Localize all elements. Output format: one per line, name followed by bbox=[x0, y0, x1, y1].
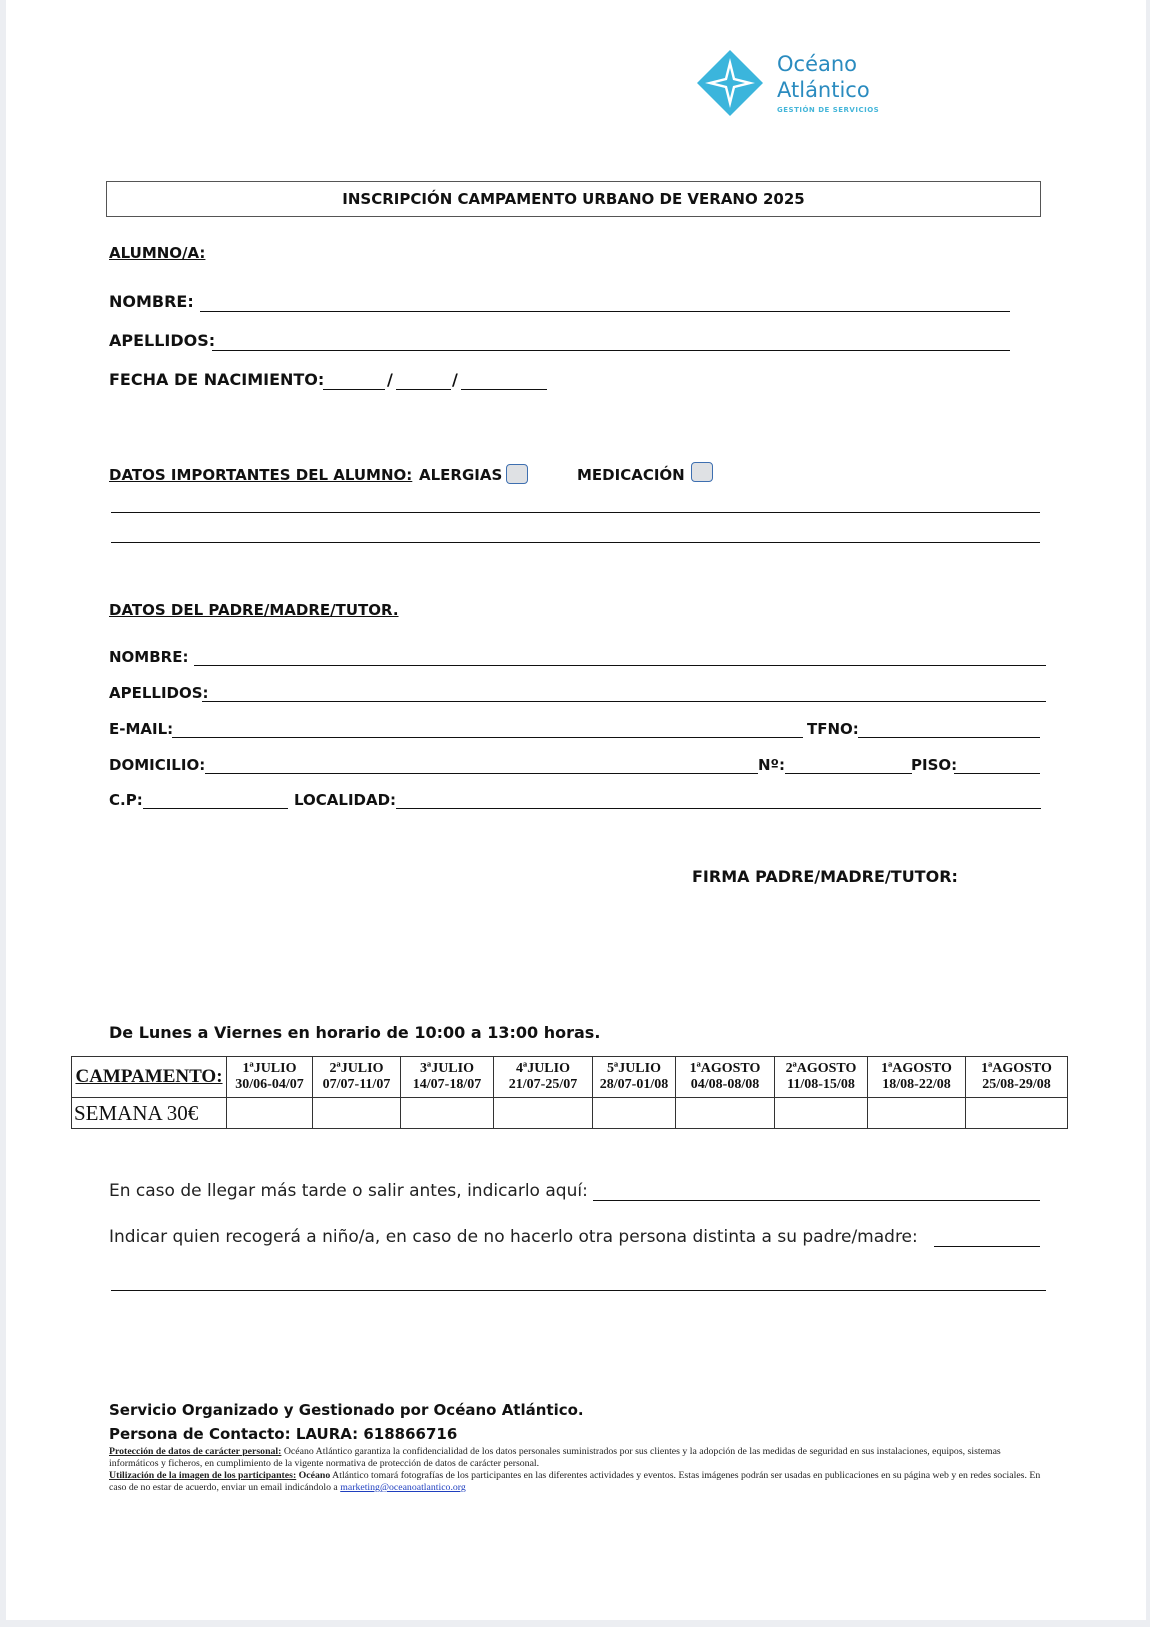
guardian-heading: DATOS DEL PADRE/MADRE/TUTOR. bbox=[109, 601, 399, 619]
week-name: 4ªJULIO bbox=[516, 1061, 570, 1076]
camp-weeks-table bbox=[71, 1056, 1068, 1129]
important-notes-line[interactable] bbox=[111, 542, 1040, 543]
image-use-title: Utilización de la imagen de los participantes: bbox=[109, 1470, 297, 1481]
privacy-paragraph bbox=[109, 1446, 1047, 1470]
week-name: 3ªJULIO bbox=[420, 1061, 474, 1076]
dob-separator: / bbox=[452, 370, 458, 389]
week-select-cell[interactable] bbox=[966, 1098, 1068, 1129]
medication-label: MEDICACIÓN bbox=[577, 466, 685, 484]
compass-star-icon bbox=[695, 48, 765, 118]
guardian-name-field[interactable] bbox=[194, 665, 1046, 666]
legal-notice bbox=[109, 1446, 1047, 1494]
pickup-extra-line[interactable] bbox=[111, 1290, 1046, 1291]
page-title: INSCRIPCIÓN CAMPAMENTO URBANO DE VERANO 2025 bbox=[342, 190, 805, 208]
allergies-checkbox[interactable] bbox=[506, 464, 528, 484]
week-header-cell bbox=[494, 1057, 593, 1098]
number-field[interactable] bbox=[785, 773, 912, 774]
medication-checkbox[interactable] bbox=[691, 462, 713, 482]
table-row bbox=[72, 1098, 1068, 1129]
week-header-cell bbox=[401, 1057, 494, 1098]
week-name: 5ªJULIO bbox=[607, 1061, 661, 1076]
signature-label: FIRMA PADRE/MADRE/TUTOR: bbox=[692, 867, 958, 886]
important-data-heading: DATOS IMPORTANTES DEL ALUMNO: bbox=[109, 466, 413, 484]
week-price-label: SEMANA 30€ bbox=[72, 1098, 227, 1129]
late-arrival-text: En caso de llegar más tarde o salir antes, indicarlo aquí: bbox=[109, 1181, 588, 1201]
image-use-text: Atlántico tomará fotografías de los participantes en las diferentes actividades y eventos. Estas imágenes podrán ser usadas en publicaciones en su página web y en redes sociales. En caso de no estar de acuerdo, enviar un email indicándolo a bbox=[109, 1470, 1041, 1493]
number-label: Nº: bbox=[758, 756, 786, 774]
week-dates: 11/08-15/08 bbox=[787, 1077, 855, 1092]
phone-field[interactable] bbox=[858, 737, 1040, 738]
pickup-field[interactable] bbox=[934, 1246, 1040, 1247]
address-field[interactable] bbox=[205, 773, 758, 774]
town-field[interactable] bbox=[396, 808, 1041, 809]
week-select-cell[interactable] bbox=[593, 1098, 676, 1129]
week-name: 2ªAGOSTO bbox=[785, 1061, 857, 1076]
image-use-brand: Océano bbox=[296, 1470, 331, 1481]
title-box bbox=[106, 181, 1041, 217]
week-dates: 21/07-25/07 bbox=[508, 1077, 578, 1092]
dob-separator: / bbox=[387, 370, 393, 389]
image-use-paragraph bbox=[109, 1470, 1047, 1494]
week-select-cell[interactable] bbox=[494, 1098, 593, 1129]
student-name-field[interactable] bbox=[200, 311, 1010, 312]
week-name: 1ªAGOSTO bbox=[881, 1061, 952, 1076]
logo-tagline: GESTIÓN DE SERVICIOS bbox=[777, 106, 880, 114]
privacy-title: Protección de datos de carácter personal: bbox=[109, 1446, 282, 1457]
week-name: 2ªJULIO bbox=[329, 1061, 384, 1076]
floor-label: PISO: bbox=[911, 756, 958, 774]
contact-email-link[interactable]: marketing@oceanoatlantico.org bbox=[340, 1482, 466, 1493]
week-select-cell[interactable] bbox=[676, 1098, 775, 1129]
logo-name-line2: Atlántico bbox=[777, 78, 870, 102]
week-select-cell[interactable] bbox=[227, 1098, 313, 1129]
email-label: E-MAIL: bbox=[109, 720, 174, 738]
signature-area[interactable] bbox=[692, 895, 1022, 995]
dob-month-field[interactable] bbox=[396, 389, 451, 390]
phone-label: TFNO: bbox=[807, 720, 859, 738]
week-dates: 28/07-01/08 bbox=[599, 1077, 669, 1092]
week-header-cell bbox=[676, 1057, 775, 1098]
dob-day-field[interactable] bbox=[323, 389, 385, 390]
week-select-cell[interactable] bbox=[868, 1098, 966, 1129]
week-dates: 04/08-08/08 bbox=[690, 1077, 760, 1092]
week-header-cell bbox=[227, 1057, 313, 1098]
contact-text: Persona de Contacto: LAURA: 618866716 bbox=[109, 1425, 458, 1443]
dob-label: FECHA DE NACIMIENTO: bbox=[109, 370, 325, 389]
privacy-text: Océano Atlántico garantiza la confidencialidad de los datos personales suministrados por sus clientes y la adopción de las medidas de seguridad en sus instalaciones, equipos, sistemas informáticos y ficheros, en cumplimiento de la vigente normativa de protección de datos de carácter personal. bbox=[109, 1446, 1001, 1469]
dob-year-field[interactable] bbox=[461, 389, 547, 390]
address-label: DOMICILIO: bbox=[109, 756, 206, 774]
week-select-cell[interactable] bbox=[775, 1098, 868, 1129]
form-page bbox=[6, 0, 1146, 1620]
town-label: LOCALIDAD: bbox=[294, 791, 397, 809]
guardian-surname-label: APELLIDOS: bbox=[109, 684, 209, 702]
week-name: 1ªJULIO bbox=[242, 1061, 297, 1076]
week-header-cell bbox=[868, 1057, 966, 1098]
student-surname-label: APELLIDOS: bbox=[109, 331, 216, 350]
week-dates: 07/07-11/07 bbox=[322, 1077, 391, 1092]
week-select-cell[interactable] bbox=[401, 1098, 494, 1129]
student-surname-field[interactable] bbox=[212, 350, 1010, 351]
floor-field[interactable] bbox=[954, 773, 1040, 774]
guardian-surname-field[interactable] bbox=[202, 701, 1046, 702]
week-name: 1ªAGOSTO bbox=[689, 1061, 761, 1076]
week-dates: 25/08-29/08 bbox=[982, 1077, 1051, 1092]
allergies-label: ALERGIAS bbox=[419, 466, 503, 484]
schedule-text: De Lunes a Viernes en horario de 10:00 a 13:00 horas. bbox=[109, 1023, 601, 1042]
organized-by-text: Servicio Organizado y Gestionado por Océano Atlántico. bbox=[109, 1401, 584, 1419]
student-heading: ALUMNO/A: bbox=[109, 244, 206, 262]
postal-code-label: C.P: bbox=[109, 791, 143, 809]
week-header-cell bbox=[313, 1057, 401, 1098]
late-arrival-field[interactable] bbox=[593, 1200, 1040, 1201]
email-field[interactable] bbox=[172, 737, 803, 738]
logo-name-line1: Océano bbox=[777, 52, 858, 76]
week-header-cell bbox=[775, 1057, 868, 1098]
week-header-cell bbox=[593, 1057, 676, 1098]
guardian-name-label: NOMBRE: bbox=[109, 648, 189, 666]
important-notes-line[interactable] bbox=[111, 512, 1040, 513]
table-header-row bbox=[72, 1057, 1068, 1098]
week-dates: 18/08-22/08 bbox=[882, 1077, 951, 1092]
camp-header-cell: CAMPAMENTO: bbox=[72, 1057, 227, 1098]
week-dates: 14/07-18/07 bbox=[412, 1077, 482, 1092]
week-name: 1ªAGOSTO bbox=[981, 1061, 1052, 1076]
pickup-text: Indicar quien recogerá a niño/a, en caso de no hacerlo otra persona distinta a su padre/madre: bbox=[109, 1227, 918, 1247]
week-dates: 30/06-04/07 bbox=[235, 1077, 304, 1092]
student-name-label: NOMBRE: bbox=[109, 292, 194, 311]
week-select-cell[interactable] bbox=[313, 1098, 401, 1129]
week-header-cell bbox=[966, 1057, 1068, 1098]
postal-code-field[interactable] bbox=[143, 808, 288, 809]
